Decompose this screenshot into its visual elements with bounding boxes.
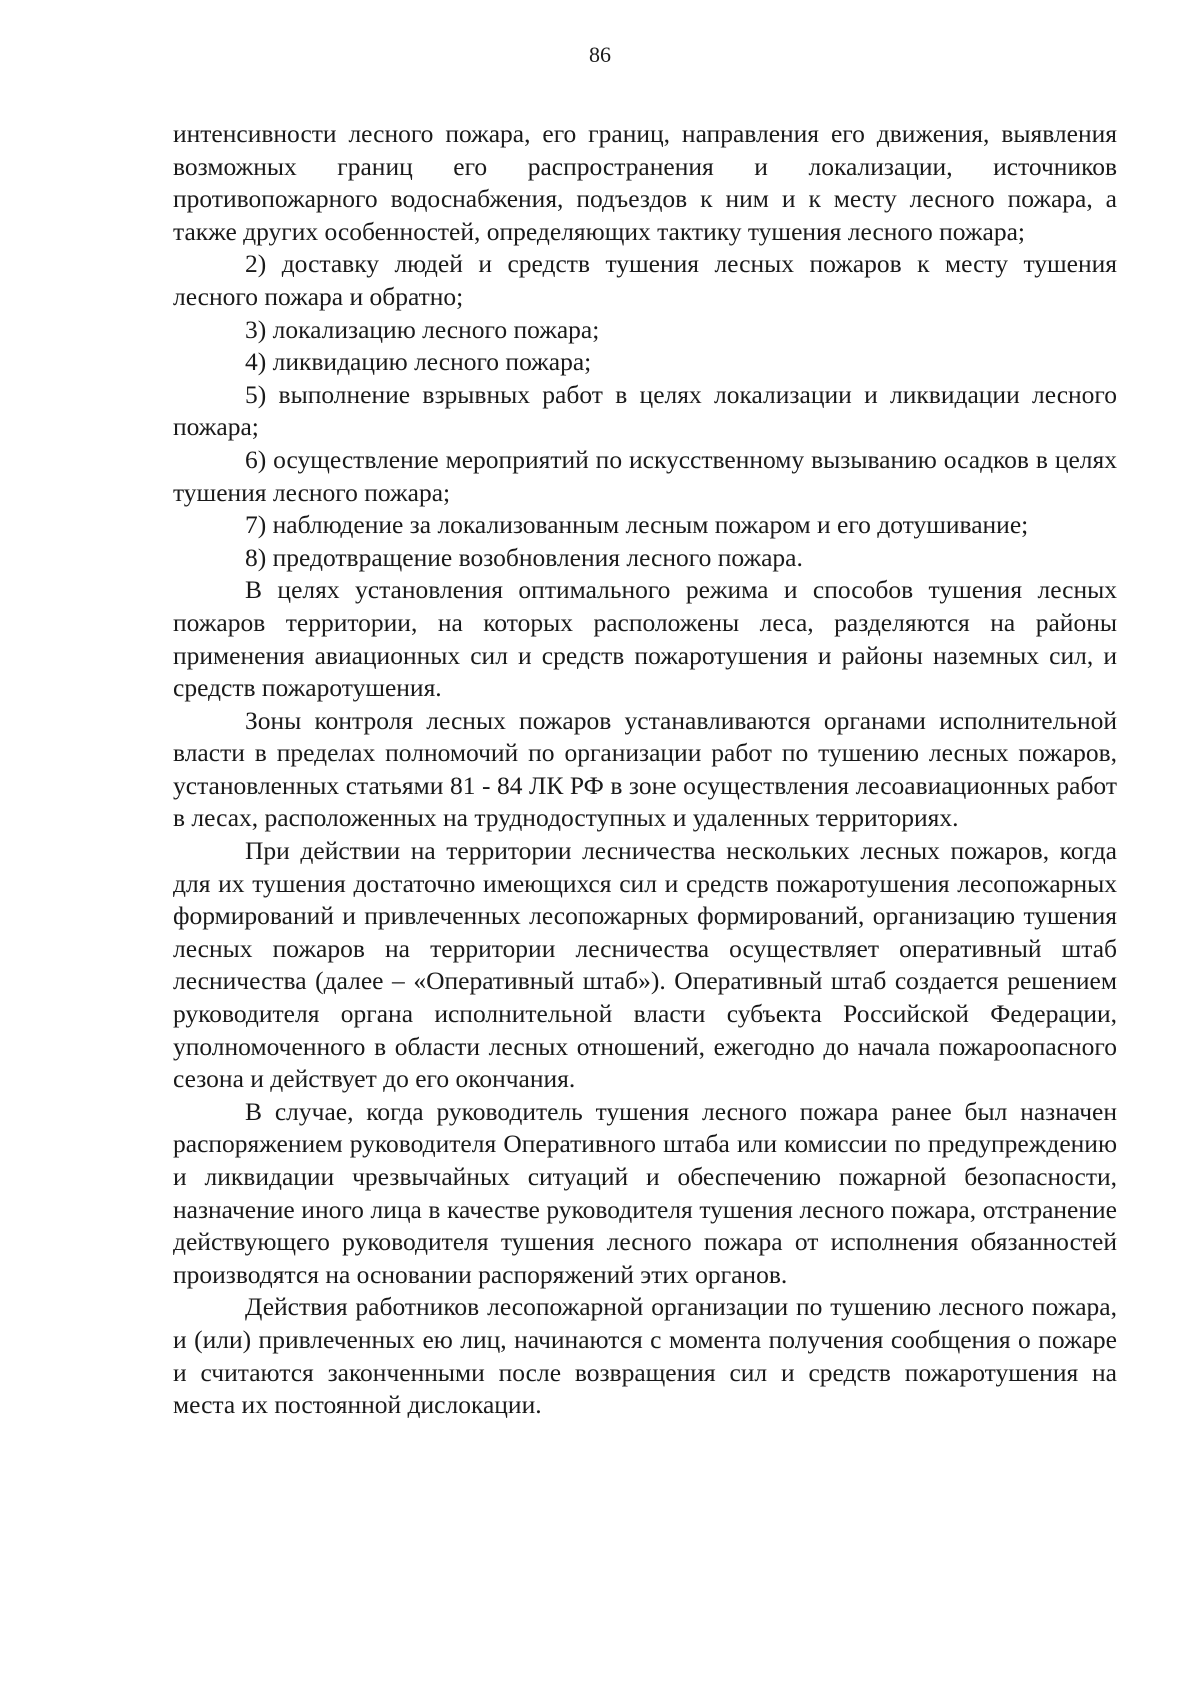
list-item-5: 5) выполнение взрывных работ в целях локализации и ликвидации лесного пожара; (173, 379, 1117, 442)
paragraph-continuation: интенсивности лесного пожара, его границ, направления его движения, выявления возможных границ его распространения и локализации, источников противопожарного водоснабжения, подъездов к ним и к месту лесного пожара, а также других особенностей, определяющих тактику тушения лесного пожара; (173, 119, 1117, 246)
list-item-8: 8) предотвращение возобновления лесного пожара. (245, 542, 803, 572)
paragraph-fire-regime-zones: В целях установления оптимального режима и способов тушения лесных пожаров территории, на которых расположены леса, разделяются на районы применения авиационных сил и средств пожаротушения и районы наземных сил, и средств пожаротушения. (173, 575, 1117, 703)
list-item-7: 7) наблюдение за локализованным лесным пожаром и его дотушивание; (245, 510, 1029, 540)
list-item-6: 6) осуществление мероприятий по искусственному вызыванию осадков в целях тушения лесного пожара; (173, 444, 1117, 507)
paragraph-operational-headquarters: При действии на территории лесничества нескольких лесных пожаров, когда для их тушения достаточно имеющихся сил и средств пожаротушения лесопожарных формирований и привлеченных лесопожарных формирований, организацию тушения лесных пожаров на территории лесничества осуществляет оперативный штаб лесничества (далее – «Оперативный штаб»). Оперативный штаб создается решением руководителя органа исполнительной власти субъекта Российской Федерации, уполномоченного в области лесных отношений, ежегодно до начала пожароопасного сезона и действует до его окончания. (173, 836, 1117, 1094)
document-body (173, 118, 1117, 1422)
paragraph-fire-manager-appointment: В случае, когда руководитель тушения лесного пожара ранее был назначен распоряжением руководителя Оперативного штаба или комиссии по предупреждению и ликвидации чрезвычайных ситуаций и обеспечению пожарной безопасности, назначение иного лица в качестве руководителя тушения лесного пожара, отстранение действующего руководителя тушения лесного пожара от исполнения обязанностей производятся на основании распоряжений этих органов. (173, 1096, 1117, 1289)
list-item-3: 3) локализацию лесного пожара; (245, 314, 600, 344)
list-item-2: 2) доставку людей и средств тушения лесных пожаров к месту тушения лесного пожара и обратно; (173, 249, 1117, 311)
paragraph-actions-of-workers: Действия работников лесопожарной организации по тушению лесного пожара, и (или) привлеченных ею лиц, начинаются с момента получения сообщения о пожаре и считаются законченными после возвращения сил и средств пожаротушения на места их постоянной дислокации. (173, 1292, 1117, 1420)
paragraph-control-zones: Зоны контроля лесных пожаров устанавливаются органами исполнительной власти в пределах полномочий по организации работ по тушению лесных пожаров, установленных статьями 81 - 84 ЛК РФ в зоне осуществления лесоавиационных работ в лесах, расположенных на труднодоступных и удаленных территориях. (173, 705, 1117, 833)
page-number: 86 (589, 42, 611, 67)
list-item-4: 4) ликвидацию лесного пожара; (245, 347, 592, 377)
